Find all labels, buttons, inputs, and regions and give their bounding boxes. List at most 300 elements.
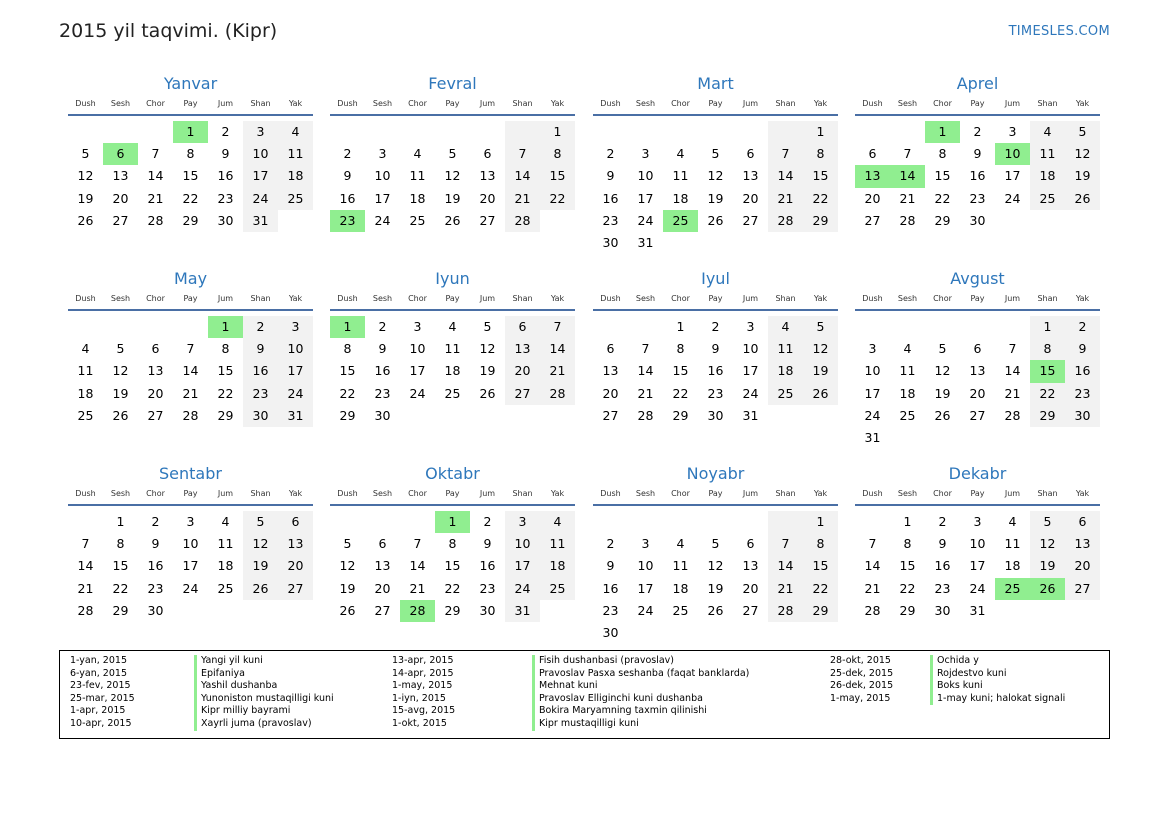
day-cell: 24 xyxy=(637,212,654,228)
day-cell: 28 xyxy=(77,602,94,618)
day-cell: 1 xyxy=(676,319,685,334)
day-cell: 2 xyxy=(483,514,492,529)
holiday-name: Rojdestvo kuni xyxy=(930,668,1007,681)
month-name: Sentabr xyxy=(159,464,222,483)
month-name: Iyun xyxy=(435,269,470,288)
day-cell: 26 xyxy=(934,407,951,423)
day-cell: 27 xyxy=(479,212,496,228)
day-cell: 3 xyxy=(378,146,387,162)
holiday-name: Bokira Maryamning taxmin qilinishi xyxy=(532,705,707,718)
day-cell: 30 xyxy=(217,212,234,228)
day-cell: 12 xyxy=(243,533,278,555)
day-cell: 20 xyxy=(602,385,619,401)
day-cell: 19 xyxy=(444,190,461,206)
day-cell: 18 xyxy=(540,555,575,577)
weekday-label: Chor xyxy=(408,294,427,303)
day-cell: 19 xyxy=(112,385,129,401)
empty-cell xyxy=(698,121,733,143)
day-cell: 20 xyxy=(374,580,391,596)
day-cell: 4 xyxy=(278,121,313,143)
day-cell: 8 xyxy=(676,341,685,357)
day-cell: 2 xyxy=(378,319,387,334)
day-cell: 13 xyxy=(505,338,540,360)
empty-cell xyxy=(173,316,208,338)
day-cell: 6 xyxy=(151,341,160,357)
day-cell: 19 xyxy=(1065,165,1100,187)
month-may xyxy=(68,268,313,427)
day-cell: 28 xyxy=(505,210,540,232)
day-cell: 26 xyxy=(803,383,838,405)
day-cell: 27 xyxy=(864,212,881,228)
weekday-label: Chor xyxy=(933,294,952,303)
day-cell: 4 xyxy=(540,511,575,533)
day-cell: 16 xyxy=(602,190,619,206)
holiday-name: Xayrli juma (pravoslav) xyxy=(194,718,312,731)
day-cell: 23 xyxy=(243,383,278,405)
day-cell: 29 xyxy=(934,212,951,228)
day-cell: 1 xyxy=(540,121,575,143)
weekday-label: Pay xyxy=(970,99,985,108)
weekday-label: Chor xyxy=(408,489,427,498)
weekday-label: Sesh xyxy=(635,294,656,303)
empty-cell xyxy=(435,121,470,143)
day-cell: 17 xyxy=(182,558,199,574)
day-cell: 14 xyxy=(1004,363,1021,379)
month-name: Mart xyxy=(697,74,734,93)
day-cell: 27 xyxy=(1065,578,1100,600)
month-name: Noyabr xyxy=(686,464,745,483)
day-cell: 15 xyxy=(444,558,461,574)
day-cell: 10 xyxy=(637,168,654,184)
day-cell: 12 xyxy=(1030,533,1065,555)
weekday-label: Pay xyxy=(183,294,198,303)
month-oktabr xyxy=(330,463,575,622)
day-cell: 6 xyxy=(278,511,313,533)
day-cell: 15 xyxy=(899,558,916,574)
day-cell: 18 xyxy=(278,165,313,187)
holiday-name: Epifaniya xyxy=(194,668,245,681)
day-cell: 23 xyxy=(602,212,619,228)
day-cell: 2 xyxy=(221,124,230,139)
weekday-label: Jum xyxy=(1004,294,1021,303)
day-cell: 9 xyxy=(938,536,947,552)
day-cell: 9 xyxy=(243,338,278,360)
day-cell: 25 xyxy=(540,578,575,600)
weekday-label: Yak xyxy=(550,294,565,303)
day-cell: 17 xyxy=(278,360,313,382)
holidays-legend xyxy=(59,650,1110,739)
empty-cell xyxy=(593,316,628,338)
empty-cell xyxy=(365,121,400,143)
day-grid xyxy=(855,511,1100,622)
empty-cell xyxy=(768,121,803,143)
day-cell: 26 xyxy=(1065,188,1100,210)
day-cell: 30 xyxy=(602,624,619,640)
day-cell: 8 xyxy=(221,341,230,357)
day-cell: 15 xyxy=(934,168,951,184)
day-cell: 4 xyxy=(768,316,803,338)
weekday-label: Sesh xyxy=(372,99,393,108)
day-cell: 30 xyxy=(479,602,496,618)
day-cell: 30 xyxy=(707,407,724,423)
day-cell: 23 xyxy=(707,385,724,401)
day-cell: 26 xyxy=(77,212,94,228)
holiday-date: 10-apr, 2015 xyxy=(70,717,132,729)
weekday-label: Pay xyxy=(445,294,460,303)
day-cell: 14 xyxy=(637,363,654,379)
day-cell: 3 xyxy=(1008,124,1017,139)
holiday-name: Kipr mustaqilligi kuni xyxy=(532,718,639,731)
day-cell: 4 xyxy=(1030,121,1065,143)
day-cell: 17 xyxy=(505,555,540,577)
day-cell: 29 xyxy=(1030,405,1065,427)
month-name: Oktabr xyxy=(425,464,480,483)
day-cell: 1 xyxy=(803,121,838,143)
weekday-label: Jum xyxy=(217,489,234,498)
day-cell: 1 xyxy=(330,316,365,338)
weekday-label: Pay xyxy=(708,99,723,108)
day-cell: 19 xyxy=(934,385,951,401)
weekday-label: Shan xyxy=(512,99,533,108)
day-cell: 10 xyxy=(505,533,540,555)
day-cell: 16 xyxy=(602,580,619,596)
day-cell: 3 xyxy=(243,121,278,143)
day-cell: 20 xyxy=(505,360,540,382)
day-cell: 19 xyxy=(77,190,94,206)
weekday-label: Yak xyxy=(813,294,828,303)
day-cell: 27 xyxy=(278,578,313,600)
weekday-header xyxy=(68,97,313,116)
day-cell: 5 xyxy=(711,536,720,552)
day-cell: 14 xyxy=(768,165,803,187)
day-cell: 17 xyxy=(742,363,759,379)
day-cell: 25 xyxy=(77,407,94,423)
day-cell: 31 xyxy=(278,405,313,427)
day-cell: 4 xyxy=(1008,514,1017,529)
empty-cell xyxy=(400,511,435,533)
day-cell: 24 xyxy=(243,188,278,210)
empty-cell xyxy=(698,511,733,533)
day-cell: 16 xyxy=(934,558,951,574)
day-cell: 10 xyxy=(969,536,986,552)
day-cell: 5 xyxy=(711,146,720,162)
weekday-label: Shan xyxy=(775,99,796,108)
month-name: Avgust xyxy=(950,269,1005,288)
day-cell: 13 xyxy=(969,363,986,379)
weekday-label: Sesh xyxy=(897,99,918,108)
day-cell: 21 xyxy=(77,580,94,596)
day-grid xyxy=(330,316,575,427)
day-cell: 26 xyxy=(112,407,129,423)
month-name: Yanvar xyxy=(163,74,218,93)
day-cell: 14 xyxy=(540,338,575,360)
day-cell: 12 xyxy=(707,168,724,184)
day-cell: 3 xyxy=(641,536,650,552)
day-cell: 7 xyxy=(540,316,575,338)
day-cell: 24 xyxy=(278,383,313,405)
weekday-label: Shan xyxy=(1037,294,1058,303)
weekday-header xyxy=(593,97,838,116)
day-cell: 28 xyxy=(147,212,164,228)
empty-cell xyxy=(925,316,960,338)
weekday-label: Yak xyxy=(550,99,565,108)
day-cell: 21 xyxy=(540,360,575,382)
month-dekabr xyxy=(855,463,1100,622)
day-cell: 1 xyxy=(1030,316,1065,338)
day-cell: 22 xyxy=(339,385,356,401)
day-cell: 24 xyxy=(637,602,654,618)
day-cell: 3 xyxy=(641,146,650,162)
weekday-label: Pay xyxy=(183,99,198,108)
day-cell: 29 xyxy=(803,210,838,232)
day-cell: 19 xyxy=(707,580,724,596)
day-cell: 19 xyxy=(479,363,496,379)
day-cell: 2 xyxy=(606,146,615,162)
weekday-label: Pay xyxy=(445,99,460,108)
day-cell: 20 xyxy=(479,190,496,206)
day-cell: 11 xyxy=(672,168,689,184)
day-cell: 8 xyxy=(540,143,575,165)
day-cell: 25 xyxy=(672,602,689,618)
month-noyabr xyxy=(593,463,838,644)
weekday-label: Jum xyxy=(479,294,496,303)
day-cell: 13 xyxy=(374,558,391,574)
site-link[interactable]: TIMESLES.COM xyxy=(1008,24,1110,39)
weekday-label: Jum xyxy=(217,294,234,303)
empty-cell xyxy=(663,121,698,143)
holiday-date: 14-apr, 2015 xyxy=(392,667,454,679)
day-cell: 16 xyxy=(1065,360,1100,382)
day-cell: 30 xyxy=(374,407,391,423)
empty-cell xyxy=(103,121,138,143)
weekday-label: Sesh xyxy=(897,294,918,303)
day-cell: 22 xyxy=(934,190,951,206)
weekday-header xyxy=(68,292,313,311)
empty-cell xyxy=(995,316,1030,338)
day-cell: 28 xyxy=(864,602,881,618)
weekday-label: Chor xyxy=(933,489,952,498)
day-cell: 9 xyxy=(711,341,720,357)
weekday-label: Chor xyxy=(671,294,690,303)
day-cell: 6 xyxy=(483,146,492,162)
month-name: Iyul xyxy=(701,269,730,288)
day-cell: 9 xyxy=(221,146,230,162)
day-cell: 10 xyxy=(409,341,426,357)
holiday-date: 1-iyn, 2015 xyxy=(392,692,446,704)
empty-cell xyxy=(855,121,890,143)
holiday-date: 1-may, 2015 xyxy=(830,692,891,704)
weekday-label: Sesh xyxy=(372,294,393,303)
day-cell: 3 xyxy=(746,319,755,334)
holiday-name: Ochida y xyxy=(930,655,979,668)
weekday-label: Sesh xyxy=(110,489,131,498)
empty-cell xyxy=(628,511,663,533)
holiday-date: 6-yan, 2015 xyxy=(70,667,127,679)
day-cell: 3 xyxy=(973,514,982,529)
day-cell: 21 xyxy=(147,190,164,206)
weekday-label: Sesh xyxy=(372,489,393,498)
weekday-label: Yak xyxy=(288,99,303,108)
day-cell: 26 xyxy=(1030,578,1065,600)
day-cell: 25 xyxy=(768,383,803,405)
day-cell: 15 xyxy=(339,363,356,379)
day-cell: 27 xyxy=(742,212,759,228)
weekday-label: Pay xyxy=(970,294,985,303)
day-cell: 4 xyxy=(448,319,457,334)
day-cell: 16 xyxy=(479,558,496,574)
day-cell: 29 xyxy=(112,602,129,618)
day-cell: 6 xyxy=(378,536,387,552)
day-cell: 23 xyxy=(147,580,164,596)
day-cell: 13 xyxy=(112,168,129,184)
day-cell: 6 xyxy=(103,143,138,165)
day-cell: 7 xyxy=(868,536,877,552)
weekday-label: Shan xyxy=(775,294,796,303)
day-cell: 29 xyxy=(444,602,461,618)
month-name: May xyxy=(173,269,208,288)
day-cell: 19 xyxy=(803,360,838,382)
weekday-label: Yak xyxy=(550,489,565,498)
weekday-label: Dush xyxy=(337,294,358,303)
holiday-date: 1-okt, 2015 xyxy=(392,717,447,729)
day-cell: 13 xyxy=(602,363,619,379)
weekday-label: Dush xyxy=(75,294,96,303)
day-cell: 14 xyxy=(864,558,881,574)
day-cell: 8 xyxy=(803,143,838,165)
weekday-label: Pay xyxy=(183,489,198,498)
day-cell: 11 xyxy=(409,168,426,184)
day-cell: 21 xyxy=(864,580,881,596)
day-cell: 25 xyxy=(1030,188,1065,210)
weekday-header xyxy=(855,97,1100,116)
day-cell: 9 xyxy=(378,341,387,357)
day-cell: 8 xyxy=(186,146,195,162)
day-cell: 31 xyxy=(969,602,986,618)
day-cell: 24 xyxy=(742,385,759,401)
day-cell: 5 xyxy=(483,319,492,334)
day-cell: 22 xyxy=(803,578,838,600)
weekday-label: Shan xyxy=(1037,99,1058,108)
day-cell: 12 xyxy=(112,363,129,379)
weekday-label: Shan xyxy=(250,489,271,498)
day-cell: 1 xyxy=(925,121,960,143)
day-cell: 26 xyxy=(707,602,724,618)
empty-cell xyxy=(628,121,663,143)
day-cell: 25 xyxy=(995,578,1030,600)
day-cell: 31 xyxy=(243,210,278,232)
day-cell: 31 xyxy=(637,234,654,250)
day-cell: 11 xyxy=(540,533,575,555)
day-cell: 21 xyxy=(505,188,540,210)
day-cell: 4 xyxy=(81,341,90,357)
day-cell: 21 xyxy=(637,385,654,401)
day-cell: 16 xyxy=(243,360,278,382)
day-cell: 7 xyxy=(81,536,90,552)
day-cell: 18 xyxy=(77,385,94,401)
day-cell: 29 xyxy=(803,600,838,622)
day-cell: 20 xyxy=(147,385,164,401)
day-cell: 17 xyxy=(864,385,881,401)
day-cell: 22 xyxy=(672,385,689,401)
empty-cell xyxy=(365,511,400,533)
day-grid xyxy=(68,511,313,622)
empty-cell xyxy=(733,121,768,143)
month-iyul xyxy=(593,268,838,427)
day-cell: 24 xyxy=(374,212,391,228)
day-cell: 24 xyxy=(969,580,986,596)
month-fevral xyxy=(330,73,575,232)
day-cell: 11 xyxy=(77,363,94,379)
day-cell: 7 xyxy=(768,533,803,555)
holiday-date: 1-yan, 2015 xyxy=(70,655,127,666)
day-grid xyxy=(593,121,838,254)
holiday-name: Mehnat kuni xyxy=(532,680,598,693)
day-grid xyxy=(68,316,313,427)
month-iyun xyxy=(330,268,575,427)
month-yanvar xyxy=(68,73,313,232)
day-cell: 31 xyxy=(864,429,881,445)
weekday-label: Dush xyxy=(862,294,883,303)
day-cell: 20 xyxy=(742,580,759,596)
day-cell: 2 xyxy=(606,536,615,552)
weekday-label: Jum xyxy=(742,99,759,108)
day-cell: 21 xyxy=(182,385,199,401)
holiday-name: Boks kuni xyxy=(930,680,983,693)
holiday-name: Yunoniston mustaqilligi kuni xyxy=(194,693,334,706)
day-cell: 7 xyxy=(151,146,160,162)
weekday-label: Jum xyxy=(742,489,759,498)
day-cell: 18 xyxy=(1030,165,1065,187)
day-cell: 7 xyxy=(903,146,912,162)
empty-cell xyxy=(138,121,173,143)
day-cell: 27 xyxy=(602,407,619,423)
day-cell: 22 xyxy=(112,580,129,596)
day-cell: 14 xyxy=(182,363,199,379)
day-cell: 22 xyxy=(899,580,916,596)
day-cell: 14 xyxy=(409,558,426,574)
day-cell: 24 xyxy=(864,407,881,423)
day-cell: 5 xyxy=(448,146,457,162)
day-cell: 25 xyxy=(663,210,698,232)
day-cell: 22 xyxy=(217,385,234,401)
day-cell: 15 xyxy=(112,558,129,574)
empty-cell xyxy=(733,511,768,533)
day-cell: 6 xyxy=(868,146,877,162)
weekday-label: Pay xyxy=(708,489,723,498)
weekday-label: Yak xyxy=(288,489,303,498)
day-cell: 4 xyxy=(413,146,422,162)
day-cell: 28 xyxy=(182,407,199,423)
day-cell: 14 xyxy=(505,165,540,187)
day-cell: 30 xyxy=(243,405,278,427)
day-cell: 17 xyxy=(243,165,278,187)
day-cell: 26 xyxy=(479,385,496,401)
day-cell: 9 xyxy=(973,146,982,162)
day-grid xyxy=(593,511,838,644)
day-cell: 1 xyxy=(173,121,208,143)
holiday-name: 1-may kuni; halokat signali xyxy=(930,693,1065,706)
month-name: Dekabr xyxy=(948,464,1007,483)
day-cell: 9 xyxy=(606,558,615,574)
day-cell: 18 xyxy=(899,385,916,401)
day-cell: 8 xyxy=(903,536,912,552)
day-cell: 6 xyxy=(746,146,755,162)
day-cell: 14 xyxy=(147,168,164,184)
day-cell: 21 xyxy=(899,190,916,206)
weekday-header xyxy=(68,487,313,506)
weekday-label: Shan xyxy=(512,294,533,303)
day-cell: 24 xyxy=(409,385,426,401)
